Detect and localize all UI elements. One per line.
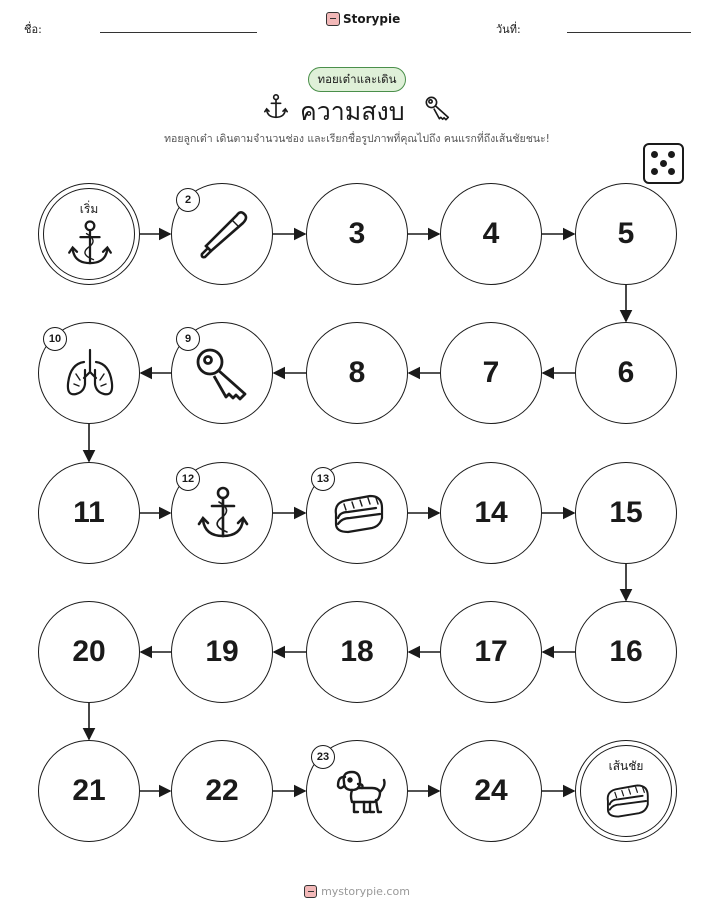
brand [326,12,400,26]
storypie-logo-icon [304,885,317,898]
blanket-icon [601,775,653,827]
storypie-logo-icon [326,12,340,26]
board-space-20[interactable] [38,601,140,703]
dice-dot [660,160,667,167]
key-icon [193,344,253,404]
space-number: 18 [340,635,374,668]
board-space-15[interactable] [575,462,677,564]
finish-space[interactable] [575,740,677,842]
board-space-12[interactable] [171,462,273,564]
dice-five-icon [643,143,684,184]
board-space-3[interactable] [306,183,408,285]
date-label: วันที่: [496,23,521,36]
space-number-badge: 13 [311,467,335,491]
name-line[interactable] [100,32,257,33]
space-number: 16 [609,635,643,668]
space-number: 4 [482,217,500,250]
space-number-badge: 23 [311,745,335,769]
board-space-13[interactable] [306,462,408,564]
dice-dot [651,151,658,158]
lungs-icon [60,344,120,404]
board-space-11[interactable] [38,462,140,564]
space-number-badge: 12 [176,467,200,491]
board-space-4[interactable] [440,183,542,285]
anchor-icon [262,92,290,122]
board-space-24[interactable] [440,740,542,842]
space-number: 11 [73,496,105,529]
space-number: 20 [72,635,106,668]
dice-dot [668,168,675,175]
board-space-9[interactable] [171,322,273,424]
board-space-21[interactable] [38,740,140,842]
finish-label: เส้นชัย [608,759,644,773]
space-number: 14 [474,496,508,529]
board-space-16[interactable] [575,601,677,703]
space-number-badge: 10 [43,327,67,351]
baseball-bat-icon [193,205,253,265]
date-line[interactable] [567,32,691,33]
space-number: 17 [474,635,508,668]
board-space-5[interactable] [575,183,677,285]
space-number: 8 [348,356,366,389]
space-number-badge: 9 [176,327,200,351]
board-space-19[interactable] [171,601,273,703]
space-number: 3 [348,217,366,250]
dog-icon [328,762,388,822]
space-number: 6 [617,356,635,389]
board-space-7[interactable] [440,322,542,424]
space-number: 15 [609,496,643,529]
blanket-icon [328,484,388,544]
board-space-18[interactable] [306,601,408,703]
title-row [0,92,714,124]
board-space-2[interactable] [171,183,273,285]
page-title: ความสงบ [300,97,405,126]
space-number: 7 [482,356,500,389]
board-space-10[interactable] [38,322,140,424]
board-space-14[interactable] [440,462,542,564]
name-label: ชื่อ: [24,23,42,36]
board-space-17[interactable] [440,601,542,703]
board-space-8[interactable] [306,322,408,424]
space-number: 22 [205,774,239,807]
category-pill: ทอยเต๋าและเดิน [308,67,406,92]
space-number: 19 [205,635,239,668]
anchor-icon [64,218,116,270]
brand-name: Storypie [343,12,401,26]
start-label: เริ่ม [79,202,99,216]
board-space-6[interactable] [575,322,677,424]
dice-dot [651,168,658,175]
key-icon [423,94,453,122]
space-number: 5 [617,217,635,250]
footer [0,885,714,898]
dice-dot [668,151,675,158]
space-number: 21 [72,774,106,807]
anchor-icon [193,484,253,544]
footer-url[interactable]: mystorypie.com [321,885,410,898]
board-space-22[interactable] [171,740,273,842]
space-number: 24 [474,774,508,807]
space-number-badge: 2 [176,188,200,212]
start-space[interactable] [38,183,140,285]
instructions: ทอยลูกเต๋า เดินตามจำนวนช่อง และเรียกชื่อรูปภาพที่คุณไปถึง คนแรกที่ถึงเส้นชัยชนะ! [164,133,550,145]
board-space-23[interactable] [306,740,408,842]
